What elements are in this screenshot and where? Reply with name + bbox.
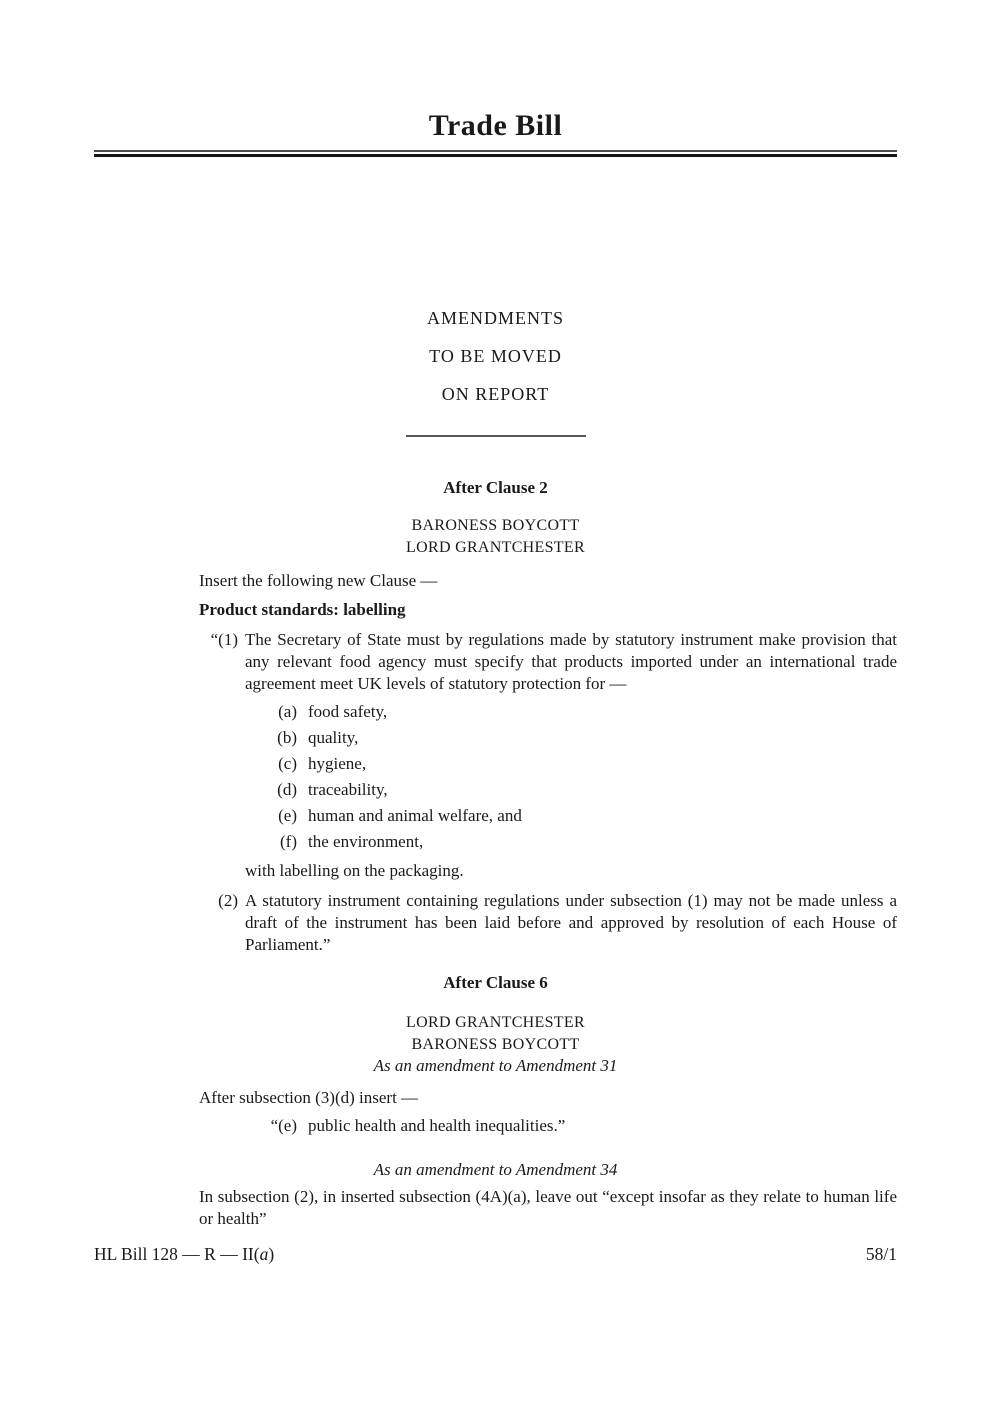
inserted-paragraph-text: public health and health inequalities.” (308, 1115, 566, 1135)
section-after-clause-2 (0, 477, 991, 956)
mover-name: BARONESS BOYCOTT (411, 517, 580, 534)
list-item-text: the environment, (308, 832, 424, 851)
after-clause-6-heading: After Clause 6 (443, 973, 548, 992)
footer-amendment-number: 58/1 (865, 1244, 897, 1264)
list-item-label: (a) (278, 702, 297, 721)
list-item (245, 751, 897, 777)
subsection-text: A statutory instrument containing regulations under subsection (1) may not be made unless a draft of the instrument has been laid before and approved by resolution of each House of Parliament.” (245, 891, 897, 954)
subsection-1 (208, 629, 897, 695)
footer-bill-reference (94, 1243, 274, 1265)
list-item (245, 777, 897, 803)
subsection-text: The Secretary of State must by regulations made by statutory instrument make provision that any relevant food agency must specify that products imported under an international trade agreement meet UK levels of statutory protection for — (245, 630, 897, 693)
bill-title: Trade Bill (428, 109, 563, 142)
amendment-note: As an amendment to Amendment 31 (373, 1056, 618, 1075)
amendments-caption-line-3: ON REPORT (441, 384, 550, 404)
inserted-paragraph-label: “(e) (270, 1115, 297, 1135)
amendment-note: As an amendment to Amendment 34 (373, 1159, 618, 1179)
inserted-paragraph (245, 1115, 897, 1137)
list-item (245, 829, 897, 855)
list-item-text: quality, (308, 728, 359, 747)
title-rule (94, 150, 897, 157)
subsection-2 (208, 890, 897, 956)
amendment-instruction: Insert the following new Clause — (199, 571, 438, 590)
amendment-instruction: After subsection (3)(d) insert — (199, 1087, 419, 1107)
list-item (245, 699, 897, 725)
mover-name: BARONESS BOYCOTT (411, 1035, 580, 1053)
list-item-label: (d) (277, 780, 297, 799)
footer-bill-reference-suffix: ) (268, 1244, 275, 1264)
subsection-number: “(1) (210, 630, 238, 649)
list-item-label: (c) (278, 754, 297, 773)
list-item-label: (b) (277, 728, 297, 747)
section-after-clause-6 (0, 972, 991, 1230)
list-item-label: (e) (278, 806, 297, 825)
list-item-text: traceability, (308, 780, 388, 799)
after-clause-2-heading: After Clause 2 (443, 478, 548, 497)
amendments-caption-line-1: AMENDMENTS (426, 308, 564, 328)
separator-rule (406, 435, 586, 437)
list-item-text: hygiene, (308, 754, 367, 773)
subsection-number: (2) (218, 891, 238, 910)
list-item (245, 725, 897, 751)
list-item-text: human and animal welfare, and (308, 806, 522, 825)
movers-list (0, 1012, 991, 1055)
page-footer (94, 1243, 897, 1265)
movers-list (0, 515, 991, 558)
mover-name: LORD GRANTCHESTER (406, 1014, 585, 1031)
amendments-caption-line-2: TO BE MOVED (429, 346, 562, 366)
list-closing-text: with labelling on the packaging. (245, 861, 464, 880)
mover-name: LORD GRANTCHESTER (406, 538, 585, 556)
new-clause-title: Product standards: labelling (199, 600, 406, 619)
list-item (245, 803, 897, 829)
list-item-label: (f) (280, 832, 297, 851)
footer-bill-reference-prefix: HL Bill 128 — R — II( (94, 1244, 260, 1264)
amendments-caption (0, 299, 991, 413)
amendment-text: In subsection (2), in inserted subsection (4A)(a), leave out “except insofar as they relate to human life or health” (199, 1187, 897, 1228)
footer-bill-reference-italic: a (259, 1244, 269, 1264)
list-item-text: food safety, (308, 702, 388, 721)
